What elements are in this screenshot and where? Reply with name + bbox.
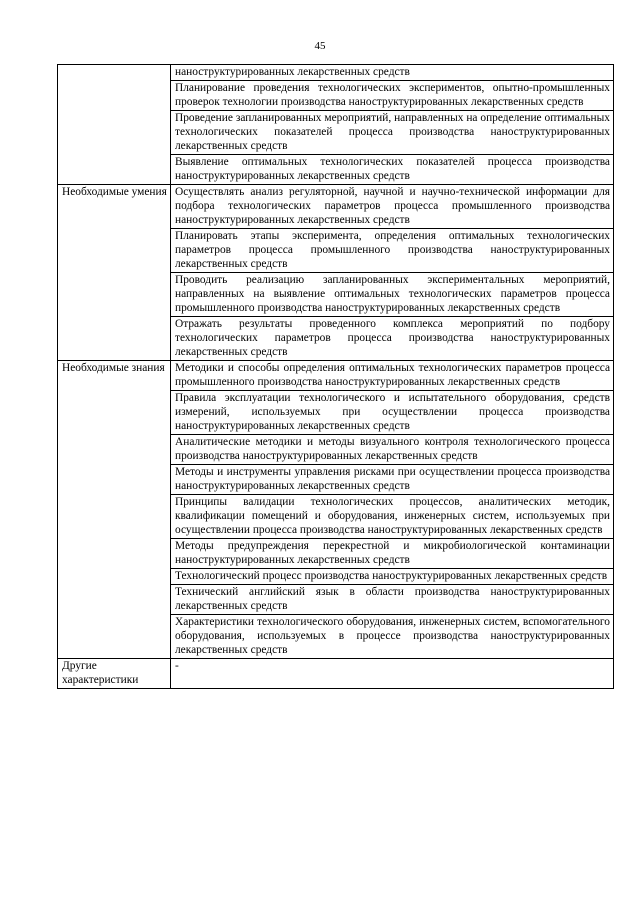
requirement-item: Характеристики технологического оборудования, инженерных систем, вспомогательного оборудования, используемых в процессе производства наноструктурированных лекарственных средств	[171, 615, 614, 659]
section-label: Другие характеристики	[58, 659, 171, 689]
table-row	[58, 185, 614, 229]
competency-table	[57, 64, 614, 689]
requirement-item: Проводить реализацию запланированных экспериментальных мероприятий, направленных на выявление оптимальных технологических параметров процесса промышленного производства наноструктурированных лекарственных средств	[171, 273, 614, 317]
requirement-item: Методики и способы определения оптимальных технологических параметров процесса промышленного производства наноструктурированных лекарственных средств	[171, 361, 614, 391]
requirement-item: -	[171, 659, 614, 689]
section-label: Необходимые знания	[58, 361, 171, 659]
page-number: 45	[314, 40, 326, 52]
requirement-item: Принципы валидации технологических процессов, аналитических методик, квалификации помещений и оборудования, инженерных систем, используемых при осуществлении процесса производства наноструктурированных лекарственных средств	[171, 495, 614, 539]
table-row	[58, 65, 614, 81]
requirement-item: Технологический процесс производства наноструктурированных лекарственных средств	[171, 569, 614, 585]
requirement-item: Отражать результаты проведенного комплекса мероприятий по подбору технологических параметров процесса производства наноструктурированных лекарственных средств	[171, 317, 614, 361]
requirement-item: Осуществлять анализ регуляторной, научной и научно-технической информации для подбора технологических параметров процесса промышленного производства наноструктурированных лекарственных средств	[171, 185, 614, 229]
requirement-item: Выявление оптимальных технологических показателей процесса производства наноструктурированных лекарственных средств	[171, 155, 614, 185]
requirement-item: Аналитические методики и методы визуального контроля технологического процесса производства наноструктурированных лекарственных средств	[171, 435, 614, 465]
section-label	[58, 65, 171, 185]
table-row	[58, 659, 614, 689]
requirement-item: Проведение запланированных мероприятий, направленных на определение оптимальных технологических показателей процесса производства наноструктурированных лекарственных средств	[171, 111, 614, 155]
requirement-item: Методы предупреждения перекрестной и микробиологической контаминации наноструктурированных лекарственных средств	[171, 539, 614, 569]
table-row	[58, 361, 614, 391]
requirement-item: Методы и инструменты управления рисками при осуществлении процесса производства наноструктурированных лекарственных средств	[171, 465, 614, 495]
requirement-item: Планировать этапы эксперимента, определения оптимальных технологических параметров процесса промышленного производства наноструктурированных лекарственных средств	[171, 229, 614, 273]
competency-table-body	[58, 65, 614, 689]
requirement-item: Правила эксплуатации технологического и испытательного оборудования, средств измерений, используемых при осуществлении процесса производства наноструктурированных лекарственных средств	[171, 391, 614, 435]
requirement-item: Планирование проведения технологических экспериментов, опытно-промышленных проверок технологии производства наноструктурированных лекарственных средств	[171, 81, 614, 111]
requirement-item: Технический английский язык в области производства наноструктурированных лекарственных средств	[171, 585, 614, 615]
requirement-item: наноструктурированных лекарственных средств	[171, 65, 614, 81]
section-label: Необходимые умения	[58, 185, 171, 361]
